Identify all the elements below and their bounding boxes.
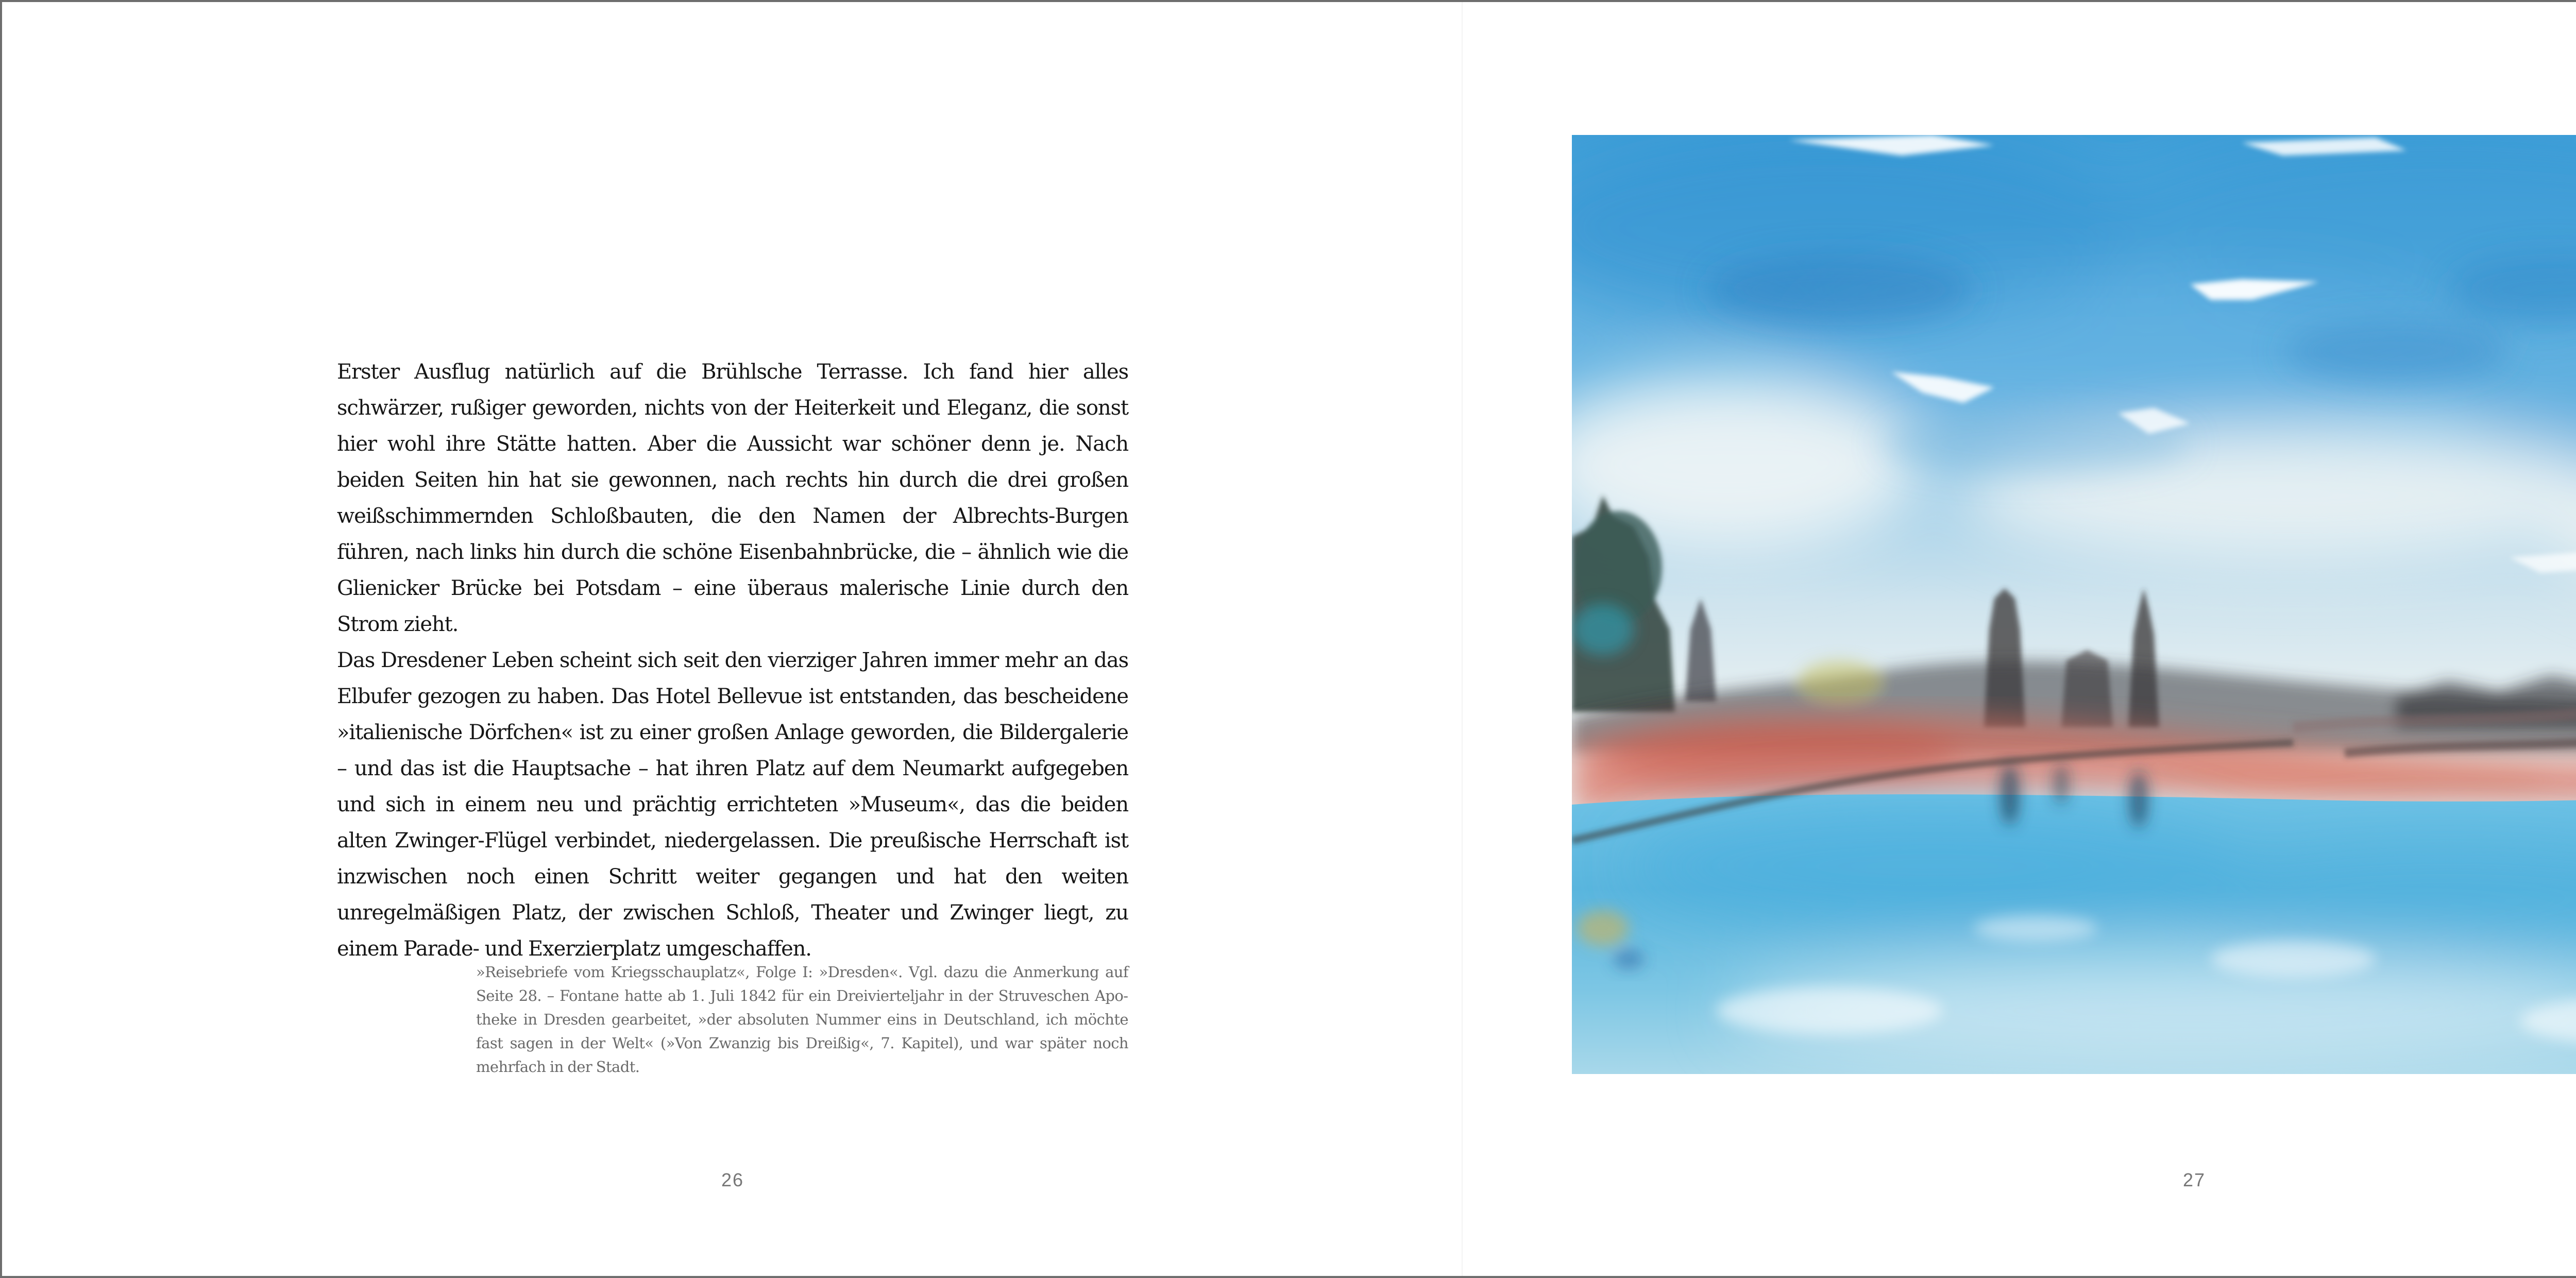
paragraph-1: Erster Ausflug natürlich auf die Brühlsche Terrasse. Ich fand hier alles schwärzer, rußiger geworden, nichts von der Heiterkeit und Eleganz, die sonst hier wohl ihre Stätte hatten. Aber die Aussicht war schöner denn je. Nach beiden Seiten hin hat sie gewonnen, nach rechts hin durch die drei großen weißschimmernden Schloßbauten, die den Namen der Albrechts-Burgen führen, nach links hin durch die schöne Eisenbahnbrücke, die – ähnlich wie die Glienicker Brücke bei Potsdam – eine überaus malerische Linie durch den Strom zieht. bbox=[337, 360, 1128, 636]
footnote: »Reisebriefe vom Kriegsschauplatz«, Folge I: »Dresden«. Vgl. dazu die Anmerkung auf Seite 28. – Fontane hatte ab 1. Juli 1842 für ein Dreivierteljahr in der Struveschen Apotheke in Dresden gearbeitet, »der absoluten Nummer eins in Deutschland, ich möchte fast sagen in der Welt« (»Von Zwanzig bis Dreißig«, 7. Kapitel), und war später noch mehrfach in der Stadt. bbox=[476, 963, 1128, 1076]
main-text bbox=[337, 354, 1128, 967]
watercolor-painting-dresden bbox=[1572, 135, 2576, 1074]
page-number-left: 26 bbox=[721, 1169, 744, 1190]
painting-image bbox=[1572, 135, 2576, 1074]
page-number-right: 27 bbox=[2183, 1169, 2206, 1190]
page-gutter bbox=[1462, 2, 1463, 1276]
paragraph-2: Das Dresdener Leben scheint sich seit den vierziger Jahren immer mehr an das Elbufer gezogen zu haben. Das Hotel Bellevue ist entstanden, das bescheidene »italienische Dörfchen« ist zu einer großen Anlage geworden, die Bildergalerie – und das ist die Hauptsache – hat ihren Platz auf dem Neumarkt aufgegeben und sich in einem neu und prächtig errichteten »Museum«, das die beiden alten Zwinger-Flügel verbindet, niedergelassen. Die preußische Herrschaft ist inzwischen noch einen Schritt weiter gegangen und hat den weiten unregelmäßigen Platz, der zwischen Schloß, Theater und Zwinger liegt, zu einem Parade- und Exerzierplatz umgeschaffen. bbox=[337, 649, 1128, 961]
